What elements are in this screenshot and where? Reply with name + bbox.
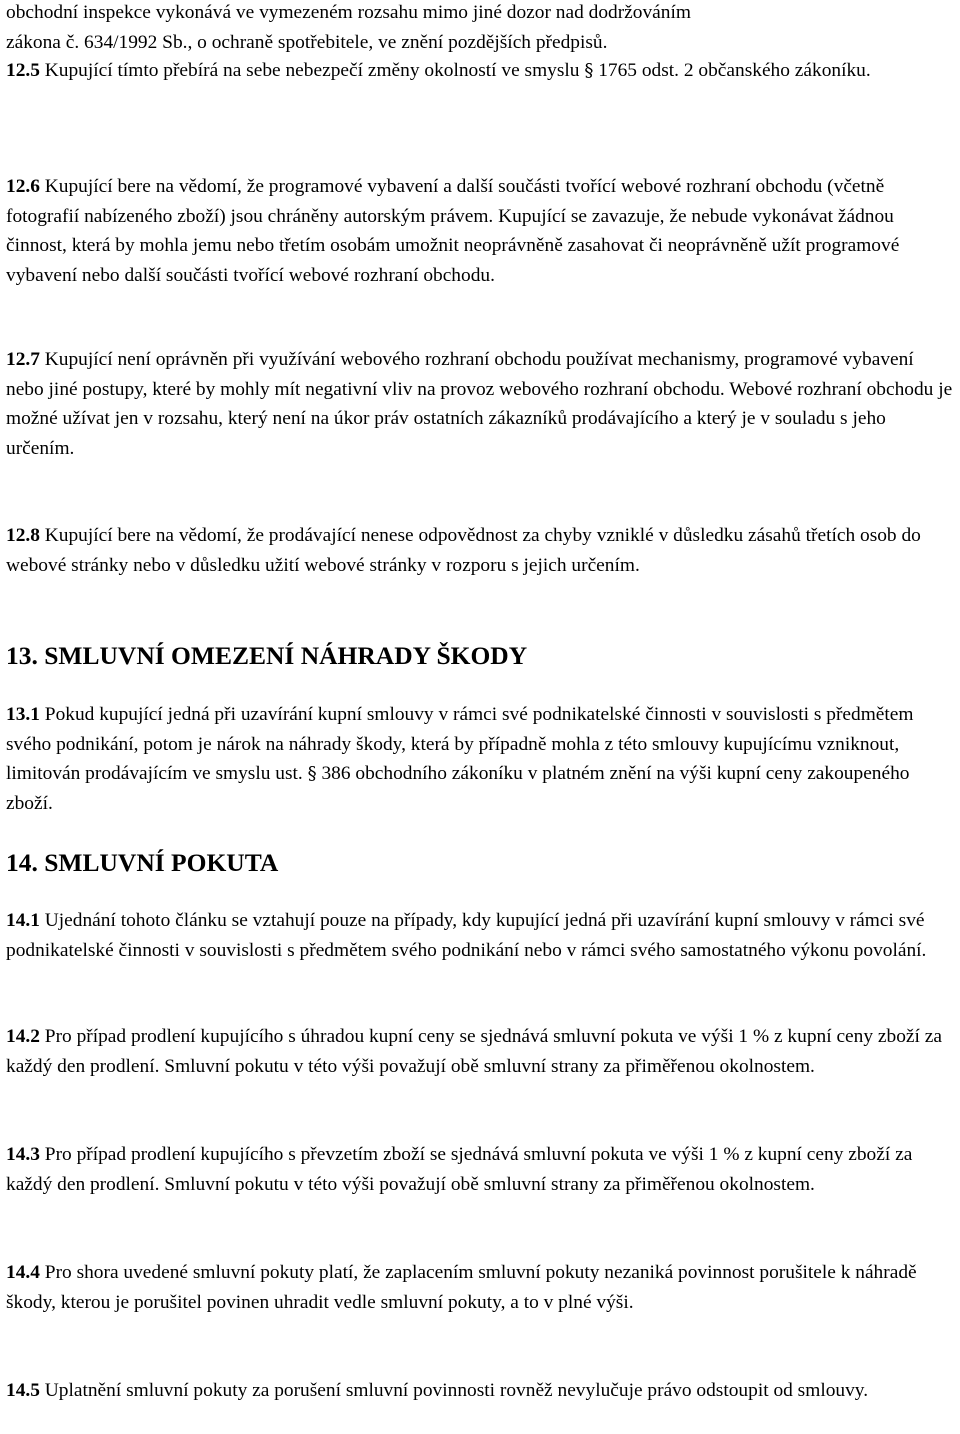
clause-text-continued: 386 obchodního zákoníku v platném znění na výši kupní ceny zakoupeného zboží. [6,763,910,814]
clause-text: Pro případ prodlení kupujícího s převzetím zboží se sjednává smluvní pokuta ve výši 1 % z kupní ceny zboží za každý den prodlení. Smluvní pokutu v této výši považují obě smluvní strany za přiměřenou okolnostem. [6,1144,913,1195]
intro-paragraph [6,0,956,57]
intro-line-2: zákona č. 634/1992 Sb., o ochraně spotřebitele, ve znění pozdějších předpisů. [6,31,608,53]
clause-14-4 [6,1258,956,1317]
clause-14-3 [6,1140,956,1199]
clause-text: Pro případ prodlení kupujícího s úhradou kupní ceny se sjednává smluvní pokuta ve výši 1 % z kupní ceny zboží za každý den prodlení. Smluvní pokutu v této výši považují obě smluvní strany za přiměřenou okolnostem. [6,1026,942,1077]
clause-12-7 [6,345,956,463]
clause-number: 14.3 [6,1144,40,1165]
intro-line-1: obchodní inspekce vykonává ve vymezeném rozsahu mimo jiné dozor nad dodržováním [6,2,691,23]
clause-12-5 [6,56,886,86]
clause-text: Kupující tímto přebírá na sebe nebezpečí změny okolností ve smyslu [39,60,585,81]
clause-text: Kupující není oprávněn při využívání webového rozhraní obchodu používat mechanismy, programové vybavení nebo jiné postupy, které by mohly mít negativní vliv na provoz webového rozhraní obchodu. Webové rozhraní obchodu je možné užívat jen v rozsahu, který není na úkor práv ostatních zákazníků prodávajícího a který je v souladu s jeho určením. [6,349,953,459]
clause-text-continued: 1765 odst. 2 občanského zákoníku. [593,60,871,81]
clause-12-6 [6,172,956,290]
clause-14-2 [6,1022,956,1081]
heading-section-13: 13. SMLUVNÍ OMEZENÍ NÁHRADY ŠKODY [6,641,528,670]
clause-12-8 [6,521,956,580]
clause-number: 13.1 [6,704,40,725]
clause-14-1 [6,906,956,965]
clause-13-1 [6,700,956,818]
clause-number: 14.2 [6,1026,40,1047]
clause-number: 12.6 [6,176,40,197]
clause-number: 14.4 [6,1262,40,1283]
clause-14-5 [6,1376,916,1406]
clause-number: 12.8 [6,525,40,546]
heading-section-14: 14. SMLUVNÍ POKUTA [6,848,279,877]
section-sign-icon: § [307,763,317,785]
clause-number: 14.1 [6,910,40,931]
clause-number: 12.5 [6,60,40,81]
clause-number: 14.5 [6,1380,40,1401]
clause-number: 12.7 [6,349,40,370]
clause-text: Kupující bere na vědomí, že prodávající nenese odpovědnost za chyby vzniklé v důsledku zásahů třetích osob do webové stránky nebo v důsledku užití webové stránky v rozporu s jejich určením. [6,525,921,576]
clause-text: Pro shora uvedené smluvní pokuty platí, že zaplacením smluvní pokuty nezaniká povinnost porušitele k náhradě škody, kterou je porušitel povinen uhradit vedle smluvní pokuty, a to v plné výši. [6,1262,917,1313]
clause-text: Kupující bere na vědomí, že programové vybavení a další součásti tvořící webové rozhraní obchodu (včetně fotografií nabízeného zboží) jsou chráněny autorským právem. Kupující se zavazuje, že nebude vykonávat žádnou činnost, která by mohla jemu nebo třetím osobám umožnit neoprávněně zasahovat či neoprávněně užít programové vybavení nebo další součásti tvořící webové rozhraní obchodu. [6,176,900,286]
clause-text: Ujednání tohoto článku se vztahují pouze na případy, kdy kupující jedná při uzavírání kupní smlouvy v rámci své podnikatelské činnosti v souvislosti s předmětem svého podnikání nebo v rámci svého samostatného výkonu povolání. [6,910,927,961]
clause-text: Uplatnění smluvní pokuty za porušení smluvní povinnosti rovněž nevylučuje právo odstoupit od smlouvy. [39,1380,869,1401]
clause-text: Pokud kupující jedná při uzavírání kupní smlouvy v rámci své podnikatelské činnosti v souvislosti s předmětem svého podnikání, potom je nárok na náhrady škody, která by případně mohla z této smlouvy kupujícímu vzniknout, limitován prodávajícím ve smyslu ust. [6,704,914,785]
section-sign-icon: § [584,60,594,81]
